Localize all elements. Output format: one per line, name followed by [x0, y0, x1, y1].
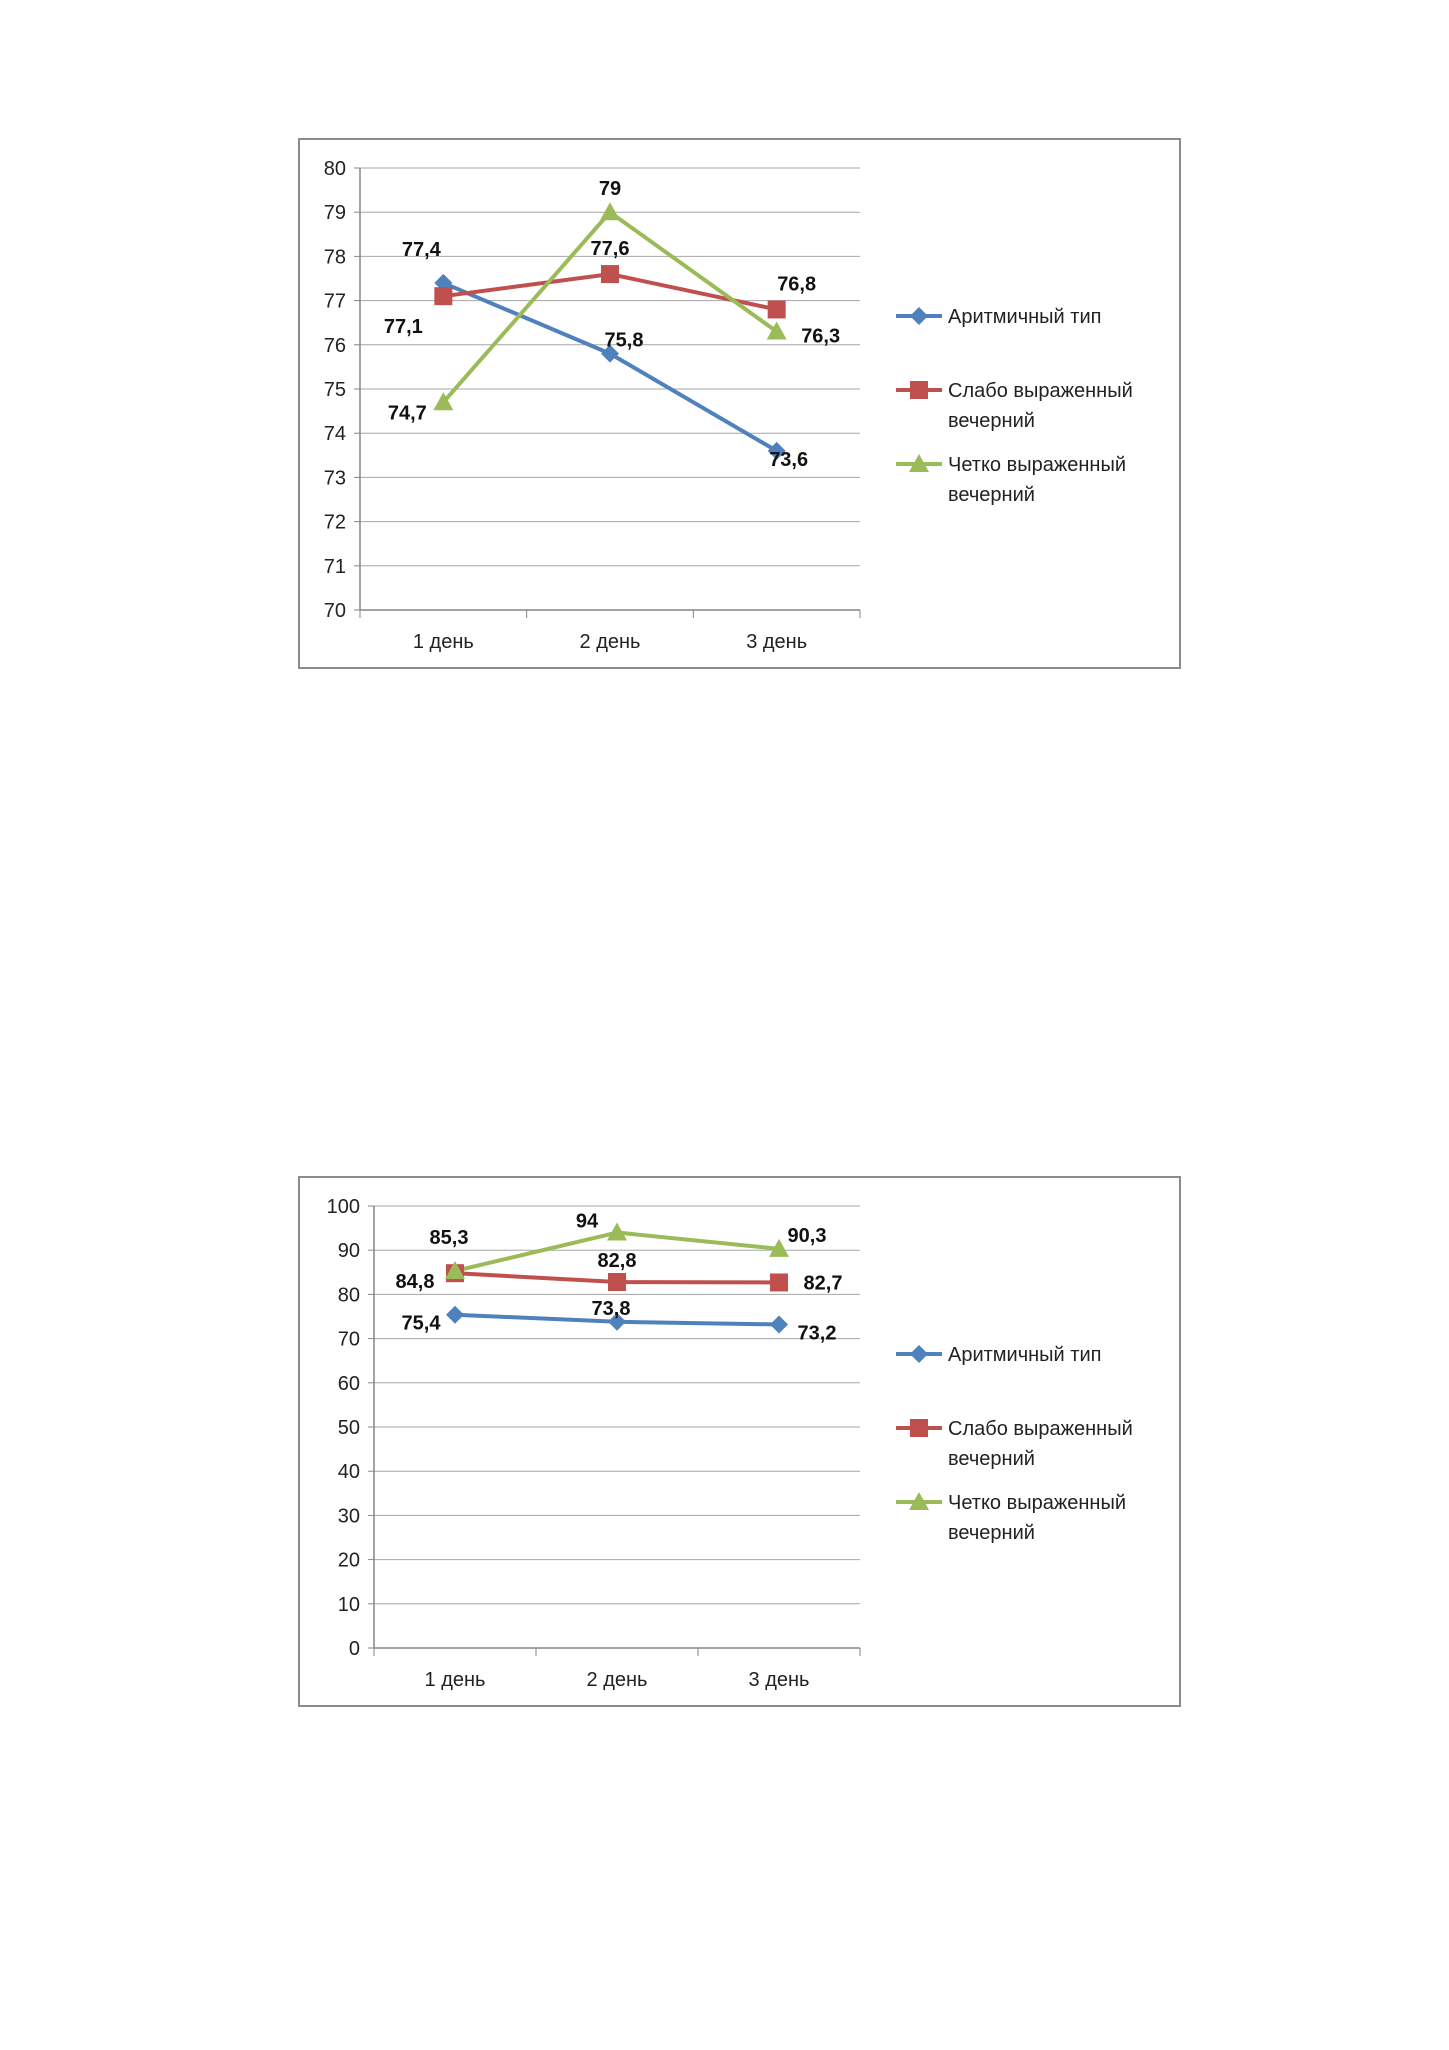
data-label: 77,4	[401, 238, 441, 261]
series-line	[443, 283, 776, 451]
legend-marker	[910, 307, 928, 325]
y-tick-label: 90	[337, 1240, 360, 1263]
data-label: 82,8	[597, 1250, 637, 1273]
y-tick-label: 78	[323, 246, 346, 269]
chart-2	[298, 1176, 1181, 1707]
legend-label: Слабо выраженный	[948, 380, 1133, 402]
data-label: 75,8	[604, 329, 644, 352]
x-tick-label: 3 день	[746, 631, 808, 653]
data-label: 94	[575, 1210, 599, 1233]
data-label: 74,7	[387, 402, 427, 425]
data-label: 73,8	[591, 1297, 631, 1320]
legend-label: вечерний	[948, 410, 1035, 432]
data-point	[446, 1306, 464, 1324]
data-label: 79	[598, 178, 622, 201]
legend-label: Четко выраженный	[948, 454, 1126, 476]
data-point	[770, 1315, 788, 1333]
y-tick-label: 80	[323, 158, 346, 180]
legend-label: Слабо выраженный	[948, 1418, 1133, 1440]
legend-label: Четко выраженный	[948, 1492, 1126, 1514]
y-tick-label: 79	[323, 202, 346, 225]
legend-label: вечерний	[948, 1448, 1035, 1470]
y-tick-label: 30	[337, 1505, 360, 1528]
y-tick-label: 77	[323, 290, 346, 313]
y-tick-label: 100	[326, 1196, 360, 1218]
data-label: 73,6	[769, 448, 809, 471]
data-point	[601, 265, 619, 283]
data-label: 84,8	[395, 1271, 435, 1294]
x-tick-label: 3 день	[748, 1669, 810, 1691]
data-label: 76,8	[777, 273, 817, 296]
data-label: 77,6	[590, 238, 630, 261]
y-tick-label: 70	[323, 600, 346, 622]
y-tick-label: 40	[337, 1461, 360, 1484]
y-tick-label: 10	[337, 1593, 360, 1616]
legend-label: вечерний	[948, 484, 1035, 506]
data-label: 90,3	[787, 1224, 827, 1247]
y-tick-label: 70	[337, 1328, 360, 1351]
y-tick-label: 60	[337, 1372, 360, 1395]
y-tick-label: 71	[323, 555, 346, 578]
data-point	[600, 202, 620, 220]
legend-marker	[910, 381, 928, 399]
chart-1-svg	[300, 140, 1179, 667]
y-tick-label: 0	[348, 1638, 360, 1660]
data-label: 85,3	[429, 1226, 469, 1249]
x-tick-label: 2 день	[586, 1669, 648, 1691]
data-label: 73,2	[797, 1322, 837, 1345]
legend-label: вечерний	[948, 1522, 1035, 1544]
legend-label: Аритмичный тип	[948, 306, 1102, 328]
data-point	[770, 1273, 788, 1291]
y-tick-label: 73	[323, 467, 346, 490]
y-tick-label: 72	[323, 511, 346, 534]
chart-2-svg	[300, 1178, 1179, 1705]
y-tick-label: 75	[323, 379, 346, 401]
legend-marker	[910, 1345, 928, 1363]
y-tick-label: 74	[323, 423, 346, 446]
y-tick-label: 76	[323, 334, 346, 357]
data-label: 82,7	[803, 1272, 843, 1295]
legend-marker	[910, 1419, 928, 1437]
data-point	[608, 1273, 626, 1291]
y-tick-label: 50	[337, 1417, 360, 1439]
x-tick-label: 1 день	[412, 631, 474, 653]
data-label: 76,3	[801, 325, 841, 348]
x-tick-label: 2 день	[579, 631, 641, 653]
data-label: 77,1	[383, 316, 423, 339]
chart-1	[298, 138, 1181, 669]
data-label: 75,4	[401, 1312, 441, 1335]
y-tick-label: 20	[337, 1549, 360, 1572]
x-tick-label: 1 день	[424, 1669, 486, 1691]
data-point	[434, 287, 452, 305]
y-tick-label: 80	[337, 1284, 360, 1307]
data-point	[768, 300, 786, 318]
legend-label: Аритмичный тип	[948, 1344, 1102, 1366]
